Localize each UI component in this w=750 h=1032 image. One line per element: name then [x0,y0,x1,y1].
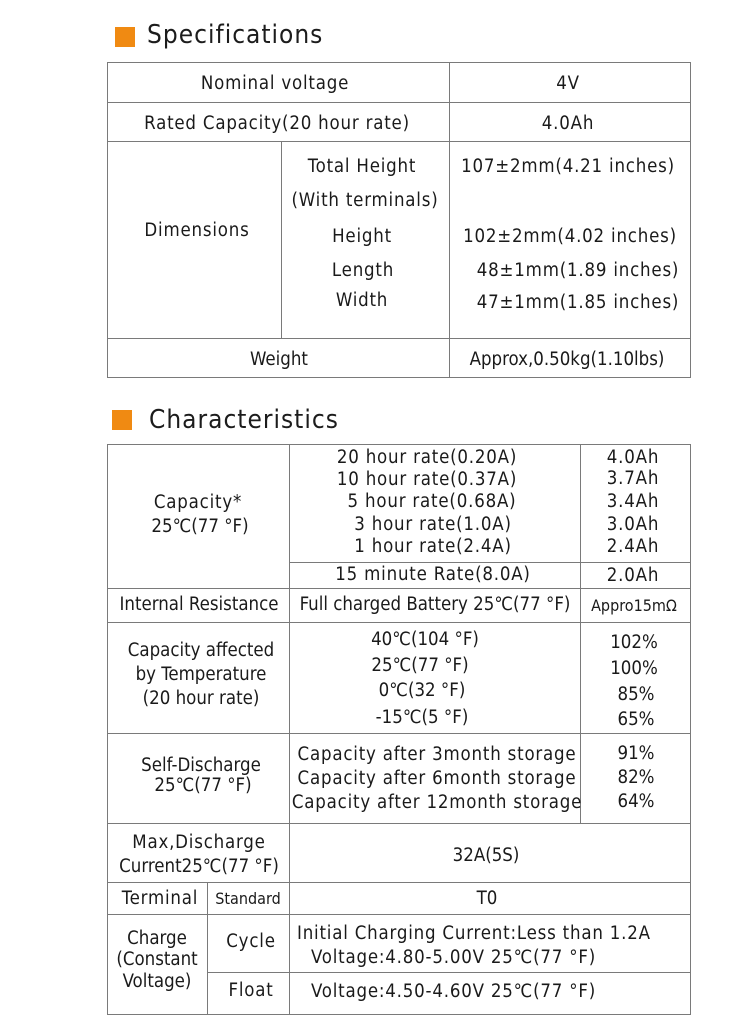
divider [207,882,208,1014]
max-discharge-label: Max,Discharge [132,832,266,853]
capacity-rate-value: 2.0Ah [606,565,660,586]
self-discharge-row-label: Capacity after 3month storage [297,744,577,765]
temperature-row-value: 100% [610,658,658,679]
internal-resistance-value: Appro15mΩ [591,596,677,615]
width-label: Width [335,290,389,311]
length-label: Length [331,260,395,281]
terminal-value: T0 [476,888,498,909]
divider [108,141,690,142]
temperature-row-value: 85% [617,684,655,705]
capacity-label: Capacity* [153,492,243,513]
charge-label: Voltage) [122,971,192,992]
divider [207,972,690,973]
charge-cycle-line2: Voltage:4.80-5.00V 25℃(77 °F) [311,947,597,968]
capacity-rate-value: 3.4Ah [606,491,660,512]
divider [449,63,450,377]
self-discharge-row-value: 91% [617,743,655,764]
capacity-rate-value: 4.0Ah [606,447,660,468]
divider [108,882,690,883]
total-height-sublabel: (With terminals) [291,190,439,211]
charge-cycle-line1: Initial Charging Current:Less than 1.2A [297,923,651,944]
divider [580,445,581,823]
length-value: 48±1mm(1.89 inches) [476,260,680,281]
temperature-row-label: 0℃(32 °F) [378,680,466,701]
divider [108,338,690,339]
temperature-row-label: 25℃(77 °F) [371,655,469,676]
temperature-row-label: -15℃(5 °F) [375,707,469,728]
capacity-rate-value: 3.7Ah [606,468,660,489]
total-height-value: 107±2mm(4.21 inches) [461,156,675,177]
weight-value: Approx,0.50kg(1.10lbs) [469,349,665,370]
capacity-rate-label: 10 hour rate(0.37A) [336,469,518,490]
capacity-rate-value: 3.0Ah [606,514,660,535]
internal-resistance-label: Internal Resistance [119,594,279,615]
height-label: Height [332,226,392,247]
specifications-heading: Specifications [147,20,324,50]
divider [108,823,690,824]
self-discharge-row-value: 64% [617,791,655,812]
divider [289,562,690,563]
charge-float-line1: Voltage:4.50-4.60V 25℃(77 °F) [311,981,597,1002]
charge-label: Charge [127,928,187,949]
capacity-temp-label: 25℃(77 °F) [151,516,249,537]
capacity-rate-label: 5 hour rate(0.68A) [347,491,517,512]
charge-cycle-label: Cycle [226,931,276,952]
capacity-rate-value: 2.4Ah [606,536,660,557]
charge-label: (Constant [116,949,198,970]
characteristics-heading: Characteristics [149,405,339,435]
internal-resistance-condition: Full charged Battery 25℃(77 °F) [299,594,571,615]
divider [289,445,290,1014]
capacity-rate-label: 15 minute Rate(8.0A) [335,564,531,585]
self-discharge-row-value: 82% [617,767,655,788]
divider [108,102,690,103]
weight-label: Weight [250,349,308,370]
orange-square-icon [112,410,132,430]
width-value: 47±1mm(1.85 inches) [476,292,680,313]
divider [108,588,690,589]
temperature-row-label: 40℃(104 °F) [371,629,479,650]
temperature-row-value: 102% [610,632,658,653]
terminal-label: Terminal [121,888,199,909]
orange-square-icon [115,27,135,47]
temperature-label: (20 hour rate) [142,688,260,709]
temperature-label: by Temperature [135,664,267,685]
max-discharge-label: Current25℃(77 °F) [119,856,279,877]
self-discharge-row-label: Capacity after 6month storage [297,768,577,789]
divider [108,914,690,915]
divider [108,622,690,623]
self-discharge-label: Self-Discharge [141,755,261,776]
height-value: 102±2mm(4.02 inches) [463,226,677,247]
temperature-row-value: 65% [617,709,655,730]
divider [108,733,690,734]
charge-float-label: Float [228,980,274,1001]
capacity-rate-label: 3 hour rate(1.0A) [354,514,512,535]
nominal-voltage-value: 4V [556,73,580,94]
max-discharge-value: 32A(5S) [452,845,520,866]
divider [281,142,282,338]
rated-capacity-label: Rated Capacity(20 hour rate) [144,113,410,134]
temperature-label: Capacity affected [127,640,275,661]
capacity-rate-label: 1 hour rate(2.4A) [354,536,512,557]
terminal-sub-label: Standard [215,889,281,908]
capacity-rate-label: 20 hour rate(0.20A) [336,447,518,468]
rated-capacity-value: 4.0Ah [541,113,595,134]
nominal-voltage-label: Nominal voltage [200,73,350,94]
dimensions-label: Dimensions [144,220,250,241]
self-discharge-label: 25℃(77 °F) [154,775,252,796]
self-discharge-row-label: Capacity after 12month storage [291,792,583,813]
total-height-label: Total Height [307,156,417,177]
